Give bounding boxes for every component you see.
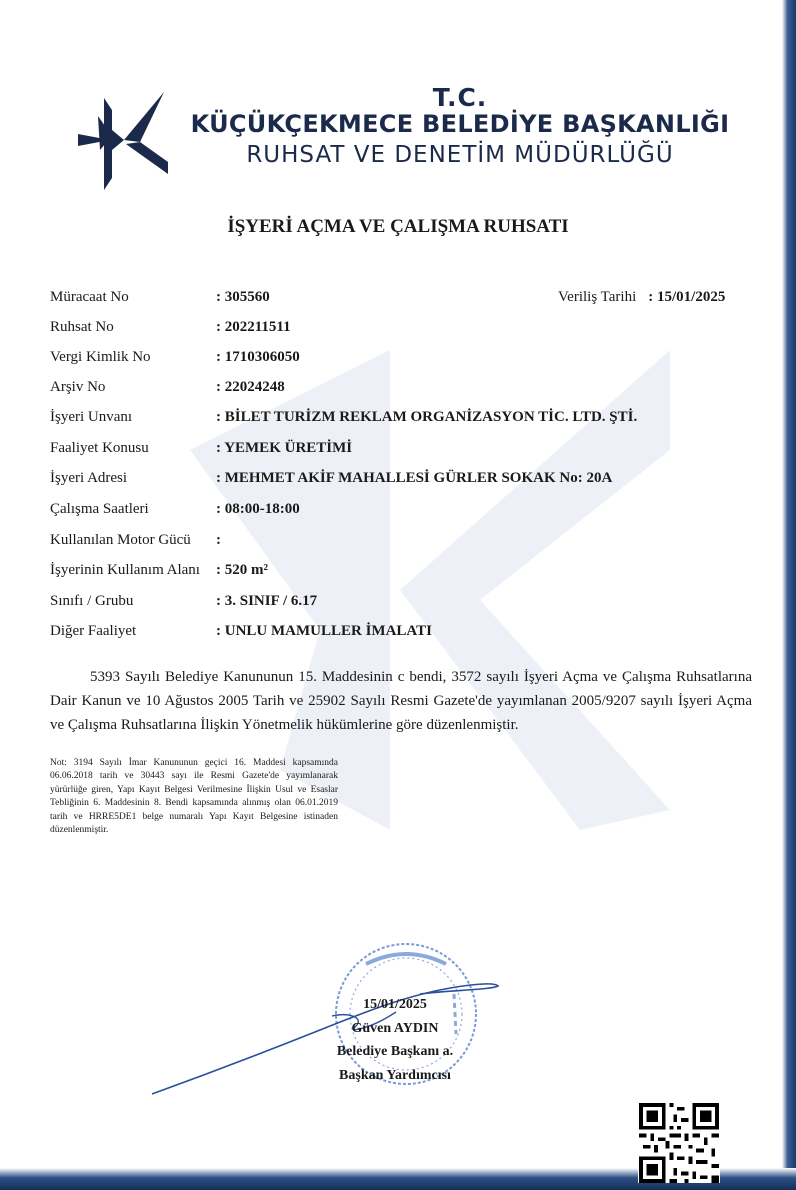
field-label: Ruhsat No xyxy=(50,319,114,335)
field-label: Vergi Kimlik No xyxy=(50,349,151,365)
field-value: : 08:00-18:00 xyxy=(216,501,300,517)
field-value: : 520 m² xyxy=(216,562,268,578)
field-value: : YEMEK ÜRETİMİ xyxy=(216,440,353,456)
field-row xyxy=(50,562,750,584)
signature-date: 15/01/2025 xyxy=(363,997,427,1012)
signatory-name: Güven AYDIN xyxy=(351,1020,439,1036)
field-value: : MEHMET AKİF MAHALLESİ GÜRLER SOKAK No: 20A xyxy=(216,470,613,486)
field-label: Çalışma Saatleri xyxy=(50,501,149,517)
field-row xyxy=(50,593,750,615)
field-label: Faaliyet Konusu xyxy=(50,440,149,456)
field-label: İşyerinin Kullanım Alanı xyxy=(50,562,200,578)
header-department: RUHSAT VE DENETİM MÜDÜRLÜĞÜ xyxy=(246,142,674,168)
field-row xyxy=(50,532,750,554)
scan-edge-right xyxy=(782,0,796,1190)
field-label: Arşiv No xyxy=(50,379,106,395)
field-label: Sınıfı / Grubu xyxy=(50,593,134,609)
field-row xyxy=(50,470,750,492)
qr-code-icon xyxy=(638,1103,720,1183)
signatory-title-1: Belediye Başkanı a. xyxy=(336,1044,454,1059)
field-value: : 1710306050 xyxy=(216,349,300,365)
field-row xyxy=(50,501,750,523)
field-row xyxy=(50,379,750,401)
field-row xyxy=(50,349,750,371)
field-row xyxy=(50,319,750,341)
field-value: : 22024248 xyxy=(216,379,285,395)
signatory-title-2: Başkan Yardımcısı xyxy=(339,1067,451,1083)
field-row xyxy=(50,289,750,311)
field-value: : xyxy=(216,532,221,548)
header-municipality: KÜÇÜKÇEKMECE BELEDİYE BAŞKANLIĞI xyxy=(190,110,730,138)
field-label: Müracaat No xyxy=(50,289,129,305)
field-label: İşyeri Unvanı xyxy=(50,409,133,425)
field-value: : 305560 xyxy=(216,289,270,305)
k-star-logo-icon xyxy=(78,90,170,194)
field-label: İşyeri Adresi xyxy=(50,470,128,486)
field-value: : BİLET TURİZM REKLAM ORGANİZASYON TİC. LTD. ŞTİ. xyxy=(216,409,638,425)
issue-date-value: : 15/01/2025 xyxy=(648,289,726,305)
field-value: : 3. SINIF / 6.17 xyxy=(216,593,318,609)
field-value: : UNLU MAMULLER İMALATI xyxy=(216,623,432,639)
footnote: Not: 3194 Sayılı İmar Kanununun geçici 16. Maddesi kapsamında 06.06.2018 tarih ve 30443 sayı ile Resmi Gazete'de yayımlanarak yürürlüğe giren, Yapı Kayıt Belgesi Verilmesine İlişkin Usul ve Esaslar Tebliğinin 6. Maddesinin 8. Bendi kapsamında alınmış olan 06.01.2019 tarih ve HRRE5DE1 belge numaralı Yapı Kayıt Belgesine istinaden düzenlenmiştir. xyxy=(50,758,338,836)
field-value: : 202211511 xyxy=(216,319,291,335)
field-row xyxy=(50,409,750,431)
header-tc: T.C. xyxy=(432,83,488,112)
issue-date-label: Veriliş Tarihi xyxy=(558,289,637,305)
field-label: Diğer Faaliyet xyxy=(50,623,137,639)
field-row xyxy=(50,440,750,462)
signature-block xyxy=(290,993,500,1087)
legal-paragraph: 5393 Sayılı Belediye Kanununun 15. Maddesinin c bendi, 3572 sayılı İşyeri Açma ve Çalışma Ruhsatlarına Dair Kanun ve 10 Ağustos 2005 Tarih ve 25902 Sayılı Resmi Gazete'de yayımlanan 2005/9207 sayılı İşyeri Açma ve Çalışma Ruhsatlarına İlişkin Yönetmelik hükümlerine göre düzenlenmiştir. xyxy=(50,669,752,733)
field-label: Kullanılan Motor Gücü xyxy=(50,532,191,548)
field-row xyxy=(50,623,750,645)
document-title: İŞYERİ AÇMA VE ÇALIŞMA RUHSATI xyxy=(227,216,569,237)
